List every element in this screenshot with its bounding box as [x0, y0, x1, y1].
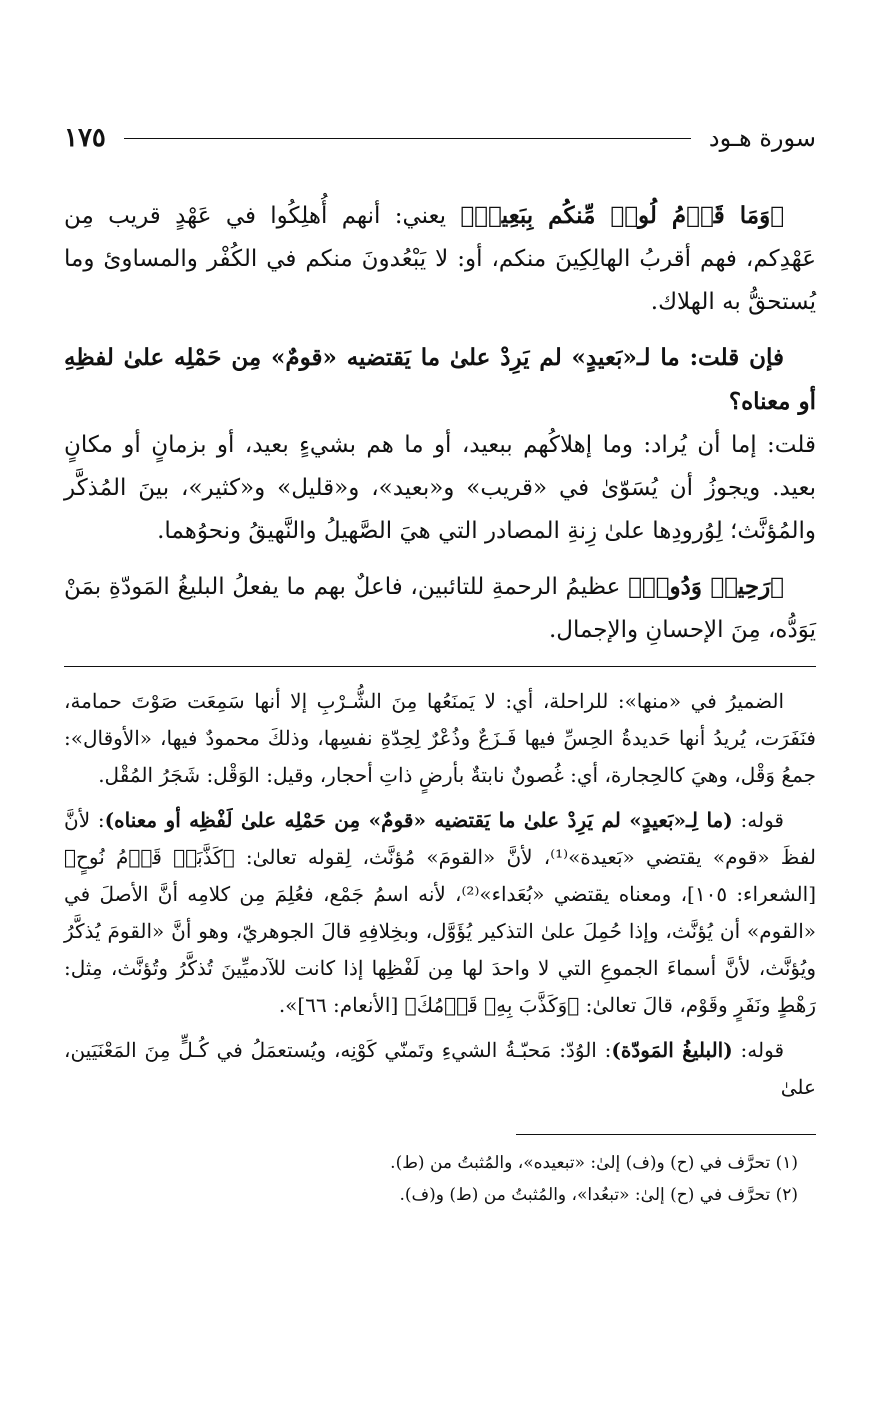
commentary-lead: قوله:	[732, 1038, 785, 1062]
commentary-paragraph-3	[64, 1032, 816, 1106]
question-text: فإن قلت: ما لـ«بَعيدٍ» لم يَرِدْ علىٰ ما يَقتضيه «قومٌ» مِن حَمْلِه علىٰ لفظِهِ أو معناه؟	[64, 344, 816, 415]
header-divider	[124, 138, 691, 139]
surah-name: سورة هـود	[708, 124, 816, 152]
commentary-quote: (ما لِـ«بَعيدٍ» لم يَرِدْ علىٰ ما يَقتضيه «قومٌ» مِن حَمْلِه علىٰ لَفْظِه أو معناه)	[104, 808, 733, 832]
paragraph-text: يعني: أنهم أُهلِكُوا في عَهْدٍ قريب مِن عَهْدِكم، فهم أقربُ الهالِكِينَ منكم، أو: لا يَبْعُدونَ منكم في الكُفْر والمساوئ وما يُستحقُّ به الهلاك.	[64, 203, 816, 315]
main-paragraph-3	[64, 565, 816, 652]
main-text	[64, 194, 816, 652]
commentary-text: : لأنَّ لفظَ «قوم» يقتضي «بَعيدة»⁽¹⁾، لأنَّ «القومَ» مُؤنَّث، لِقوله تعالىٰ: ﴿كَذَّبَتۡ قَوۡمُ نُوحٍ﴾ [الشعراء: ١٠٥]، ومعناه يقتضي «بُعَداء»⁽²⁾، لأنه اسمُ جَمْع، فعُلِمَ مِن كلامِه أنَّ الأصلَ في «القوم» أن يُؤنَّث، وإذا حُمِلَ علىٰ التذكير يُؤَوَّل، وبخِلافِهِ قالَ الجوهريّ، وهو أنَّ «القومَ يُذكَّرُ ويُؤنَّث، لأنَّ أسماءَ الجموعِ التي لا واحدَ لها مِن لَفْظِها إذا كانت للآدميِّينَ تُذكَّرُ وتُؤنَّث، مِثل: رَهْطٍ ونَفَرٍ وقَوْم، قالَ تعالىٰ: ﴿وَكَذَّبَ بِهِۦ قَوۡمُكَ﴾ [الأنعام: ٦٦]».	[64, 808, 817, 1017]
commentary-lead: قوله:	[732, 808, 784, 832]
paragraph-text: عظيمُ الرحمةِ للتائبين، فاعلٌ بهم ما يفعلُ البليغُ المَودّةِ بمَنْ يَوَدُّه، مِنَ الإحسانِ والإجمال.	[64, 574, 816, 643]
footnote-1: (١) تحرَّف في (ح) و(ف) إلىٰ: «تبعيده»، والمُثبتُ من (ط).	[390, 1153, 798, 1173]
answer-text: قلت: إما أن يُراد: وما إهلاكُهم ببعيد، أو ما هم بشيءٍ بعيد، أو بزمانٍ أو مكانٍ بعيد. ويجوزُ أن يُسَوّىٰ في «قريب» و«بعيد»، و«قليل» و«كثير»، بينَ المُذكَّر والمُؤنَّث؛ لِوُرودِها علىٰ زِنةِ المصادر التي هيَ الصَّهيلُ والنَّهيقُ ونحوُهما.	[64, 432, 816, 544]
footnote-2: (٢) تحرَّف في (ح) إلىٰ: «تبعُدا»، والمُثبتُ من (ط) و(ف).	[399, 1185, 798, 1205]
commentary-quote: (البليغُ المَودّة)	[611, 1038, 733, 1062]
book-page	[64, 118, 816, 1211]
section-divider	[64, 666, 816, 667]
commentary	[64, 683, 816, 1106]
main-paragraph-2	[64, 336, 816, 553]
commentary-paragraph-1: الضميرُ في «منها»: للراحلة، أي: لا يَمنَعُها مِنَ الشُّـرْبِ إلا أنها سَمِعَت صَوْتَ حمامة، فنَفَرَت، يُريدُ أنها حَديدةُ الحِسِّ فيها فَـزَعٌ وذُعْرٌ لِحِدّةِ نفسِها، وذلكَ محمودٌ فيها، «الأوقال»: جمعُ وَقْل، وهيَ كالحِجارة، أي: غُصونٌ نابتةٌ بأرضٍ ذاتِ أحجار، وقيل: الوَقْل: شَجَرُ المُقْل.	[64, 689, 816, 787]
quran-verse: ﴿وَمَا قَوۡمُ لُوطٖ مِّنكُم بِبَعِيدٖ﴾	[460, 202, 785, 229]
footnote-divider	[516, 1134, 816, 1135]
commentary-text: : الوُدّ: مَحبّـةُ الشيءِ وتَمنّي كَوْنِه، ويُستعمَلُ في كُـلٍّ مِنَ المَعْنَيَين، علىٰ	[64, 1038, 816, 1099]
footnotes	[64, 1147, 816, 1211]
commentary-paragraph-2	[64, 802, 816, 1024]
main-paragraph-1	[64, 194, 816, 324]
page-header	[64, 118, 816, 158]
quran-verse: ﴿رَحِيمٞ وَدُودٞ﴾	[628, 573, 784, 600]
page-number: ١٧٥	[64, 123, 106, 153]
